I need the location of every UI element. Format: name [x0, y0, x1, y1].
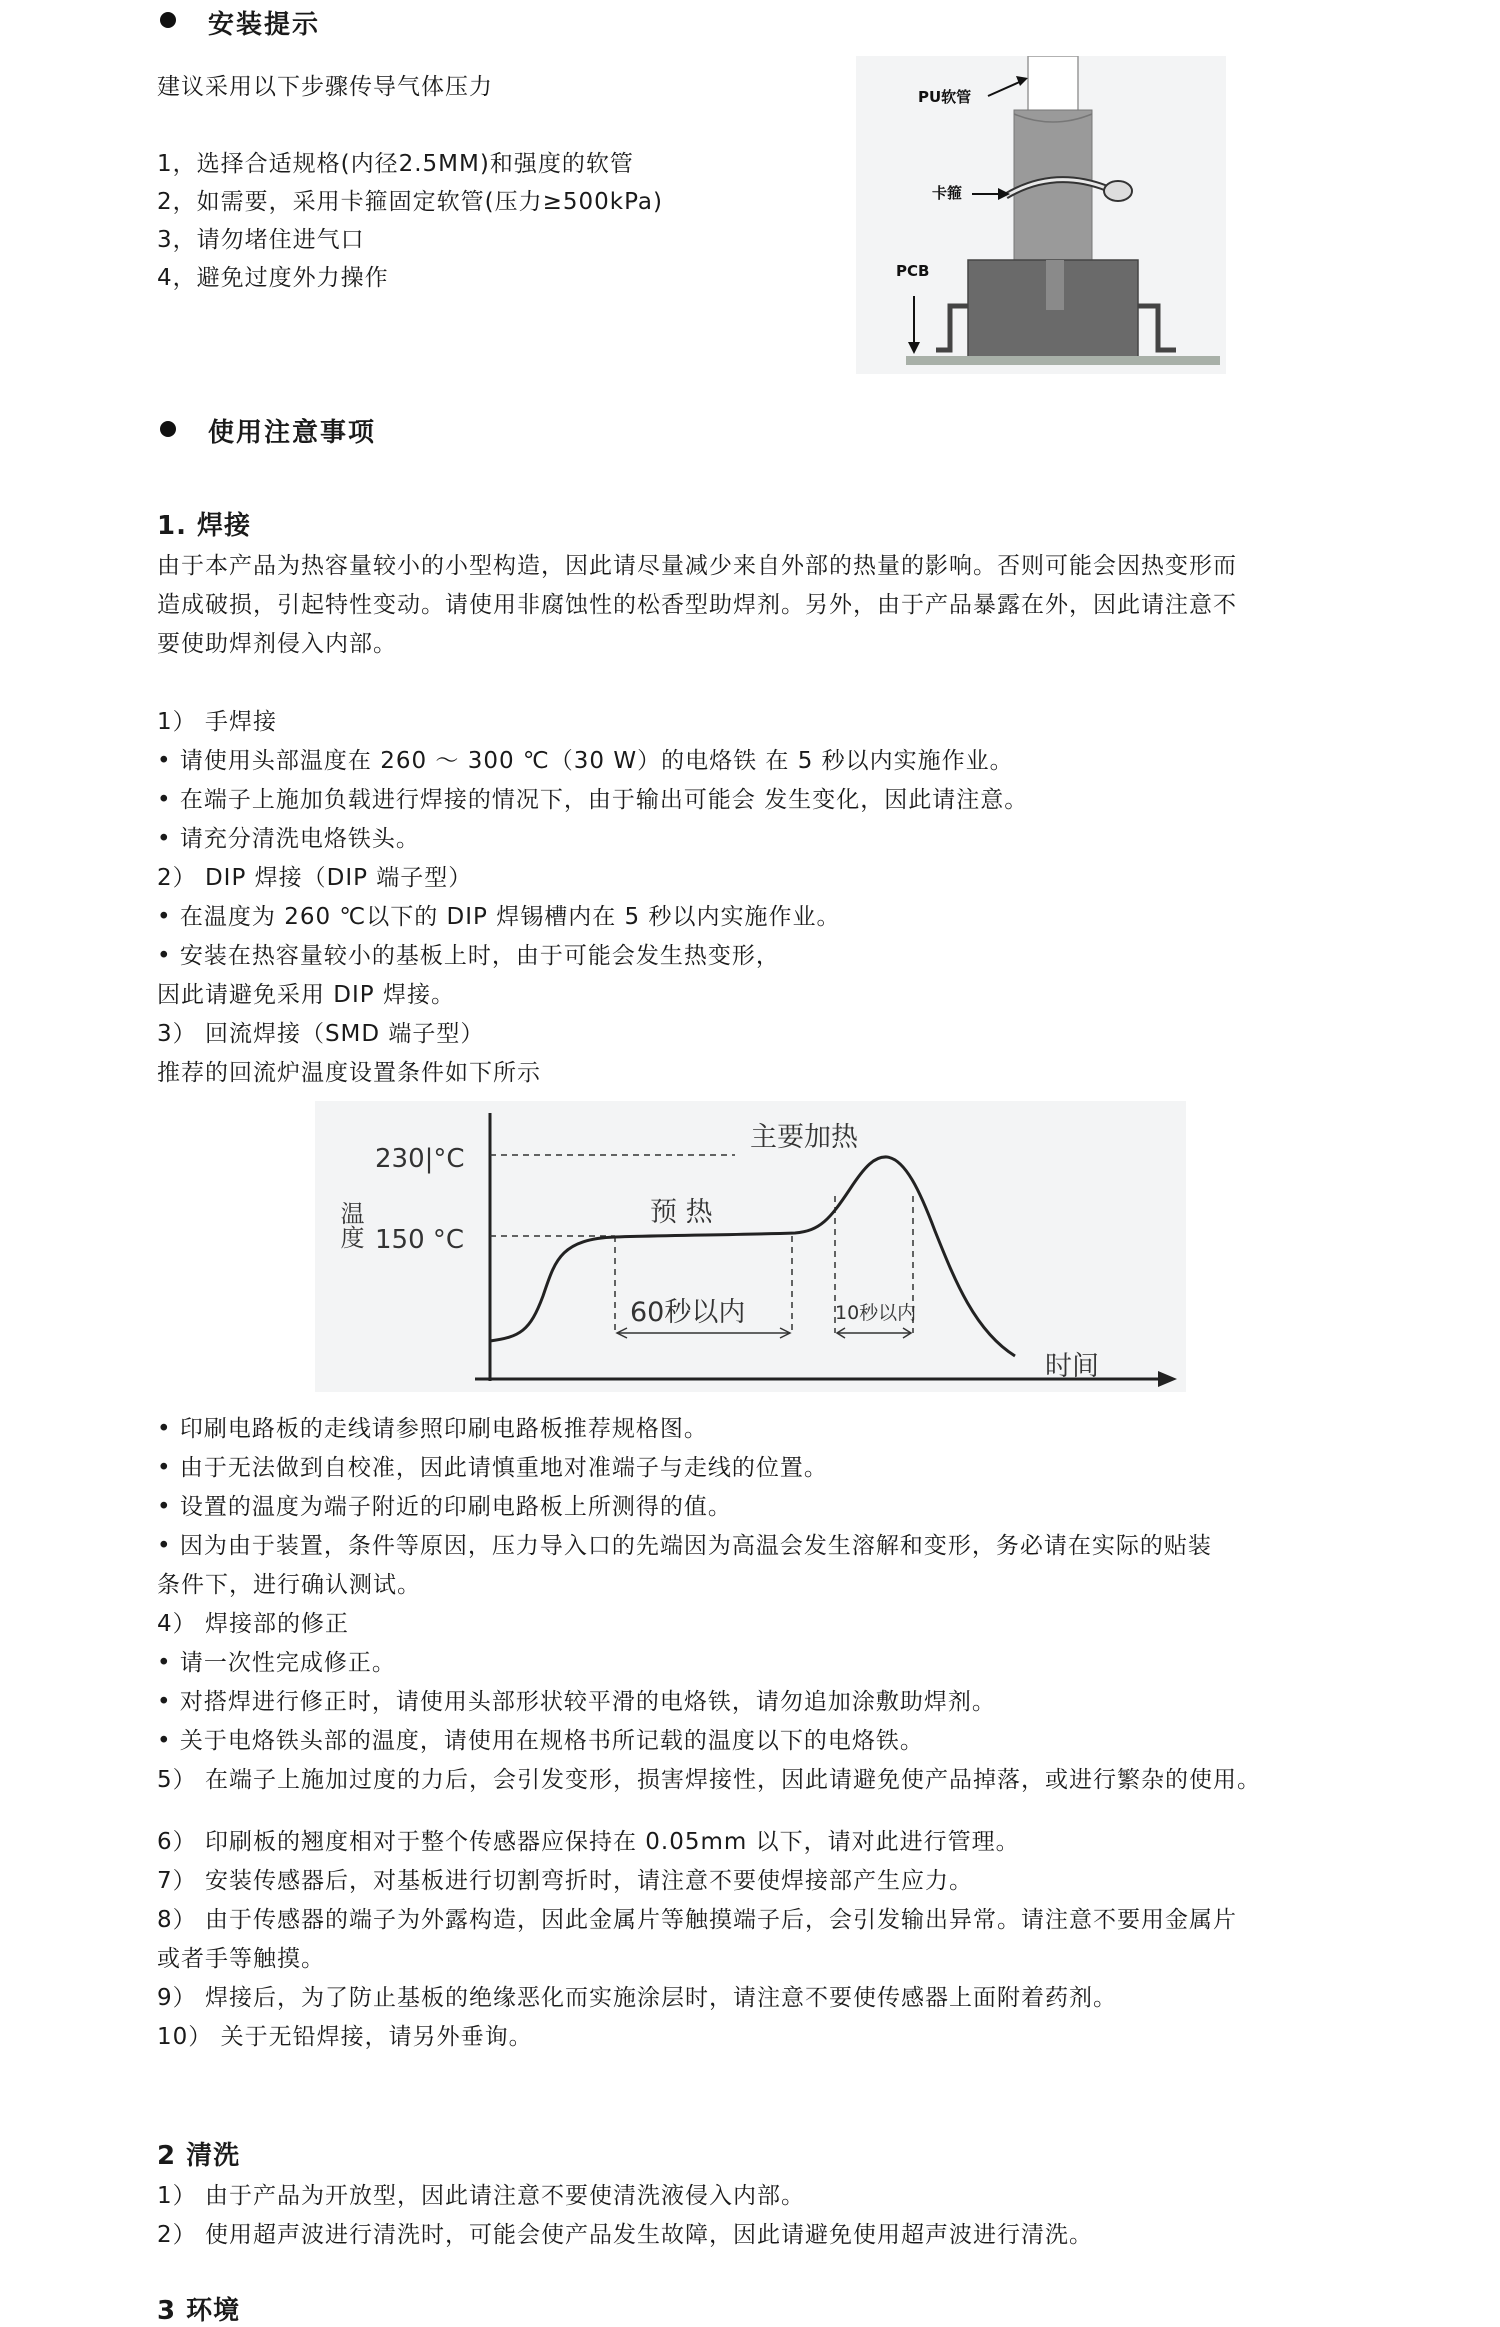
- cleaning-line: 1） 由于产品为开放型，因此请注意不要使清洗液侵入内部。: [157, 2183, 805, 2209]
- y-axis-label: 温度: [336, 1201, 364, 1249]
- welding-line: 2） DIP 焊接（DIP 端子型）: [157, 865, 473, 891]
- install-intro: 建议采用以下步骤传导气体压力: [157, 74, 493, 100]
- welding-title: 1. 焊接: [157, 511, 252, 541]
- welding-line: • 因为由于装置，条件等原因，压力导入口的先端因为高温会发生溶解和变形，务必请在实际的贴装: [157, 1533, 1212, 1559]
- welding-line: • 请一次性完成修正。: [157, 1650, 396, 1676]
- main-heating-label: 主要加热: [750, 1122, 858, 1153]
- cleaning-title: 2 清洗: [157, 2141, 241, 2171]
- install-heading: 安装提示: [208, 10, 321, 40]
- sensor-leg-left: [936, 306, 968, 350]
- peak-duration-label: 10秒以内: [835, 1302, 917, 1324]
- y-tick-230: 230|°C: [375, 1144, 465, 1174]
- welding-line: 推荐的回流炉温度设置条件如下所示: [157, 1060, 541, 1086]
- welding-line: 5） 在端子上施加过度的力后，会引发变形，损害焊接性，因此请避免使产品掉落，或进行繁杂的使用。: [157, 1767, 1261, 1793]
- welding-intro-line: 要使助焊剂侵入内部。: [157, 631, 397, 657]
- cleaning-line: 2） 使用超声波进行清洗时，可能会使产品发生故障，因此请避免使用超声波进行清洗。: [157, 2222, 1093, 2248]
- welding-line: 条件下，进行确认测试。: [157, 1572, 421, 1598]
- pcb-label: PCB: [896, 262, 930, 280]
- clamp-label: 卡箍: [932, 184, 963, 202]
- install-figure: [856, 56, 1226, 374]
- environment-title: 3 环境: [157, 2296, 241, 2326]
- welding-line: • 安装在热容量较小的基板上时，由于可能会发生热变形，: [157, 943, 780, 969]
- welding-line: • 在温度为 260 ℃以下的 DIP 焊锡槽内在 5 秒以内实施作业。: [157, 904, 841, 930]
- welding-line: • 关于电烙铁头部的温度，请使用在规格书所记载的温度以下的电烙铁。: [157, 1728, 924, 1754]
- welding-line: 9） 焊接后，为了防止基板的绝缘恶化而实施涂层时，请注意不要使传感器上面附着药剂。: [157, 1985, 1117, 2011]
- welding-line: 8） 由于传感器的端子为外露构造，因此金属片等触摸端子后，会引发输出异常。请注意不要用金属片: [157, 1907, 1237, 1933]
- welding-line: 1） 手焊接: [157, 709, 277, 735]
- install-step: 2，如需要，采用卡箍固定软管(压力≥500kPa): [157, 189, 664, 215]
- pcb-board: [906, 356, 1220, 365]
- reflow-chart: [315, 1101, 1186, 1392]
- welding-line: • 请充分清洗电烙铁头。: [157, 826, 420, 852]
- temperature-profile-curve: [490, 1157, 1015, 1356]
- y-tick-150: 150 °C: [375, 1225, 465, 1255]
- welding-line: • 在端子上施加负载进行焊接的情况下，由于输出可能会 发生变化，因此请注意。: [157, 787, 1029, 813]
- tube-top: [1028, 56, 1078, 116]
- usage-heading: 使用注意事项: [208, 418, 377, 448]
- welding-line: 7） 安装传感器后，对基板进行切割弯折时，请注意不要使焊接部产生应力。: [157, 1868, 973, 1894]
- welding-line: 4） 焊接部的修正: [157, 1611, 349, 1637]
- welding-line: • 对搭焊进行修正时，请使用头部形状较平滑的电烙铁，请勿追加涂敷助焊剂。: [157, 1689, 996, 1715]
- welding-line: 6） 印刷板的翘度相对于整个传感器应保持在 0.05mm 以下，请对此进行管理。: [157, 1829, 1020, 1855]
- install-step: 3，请勿堵住进气口: [157, 227, 365, 253]
- welding-intro-line: 由于本产品为热容量较小的小型构造，因此请尽量减少来自外部的热量的影响。否则可能会因热变形而: [157, 553, 1237, 579]
- bullet-dot: [160, 12, 176, 28]
- install-step: 1，选择合适规格(内径2.5MM)和强度的软管: [157, 151, 634, 177]
- sensor-leg-right: [1138, 306, 1176, 350]
- welding-line: • 由于无法做到自校准，因此请慎重地对准端子与走线的位置。: [157, 1455, 828, 1481]
- welding-line: • 设置的温度为端子附近的印刷电路板上所测得的值。: [157, 1494, 732, 1520]
- welding-line: 3） 回流焊接（SMD 端子型）: [157, 1021, 485, 1047]
- welding-line: • 印刷电路板的走线请参照印刷电路板推荐规格图。: [157, 1416, 708, 1442]
- x-axis-label: 时间: [1045, 1351, 1099, 1382]
- welding-line: 因此请避免采用 DIP 焊接。: [157, 982, 455, 1008]
- preheat-duration-label: 60秒以内: [630, 1297, 746, 1328]
- clamp-screw: [1104, 181, 1132, 201]
- preheat-label: 预 热: [650, 1197, 713, 1228]
- pu-label: PU软管: [918, 88, 972, 106]
- install-step: 4，避免过度外力操作: [157, 265, 389, 291]
- welding-line: 10） 关于无铅焊接，请另外垂询。: [157, 2024, 533, 2050]
- welding-line: 或者手等触摸。: [157, 1946, 325, 1972]
- welding-line: • 请使用头部温度在 260 ～ 300 ℃（30 W）的电烙铁 在 5 秒以内实施作业。: [157, 748, 1014, 774]
- welding-intro-line: 造成破损，引起特性变动。请使用非腐蚀性的松香型助焊剂。另外，由于产品暴露在外，因此请注意不: [157, 592, 1237, 618]
- bullet-dot: [160, 421, 176, 437]
